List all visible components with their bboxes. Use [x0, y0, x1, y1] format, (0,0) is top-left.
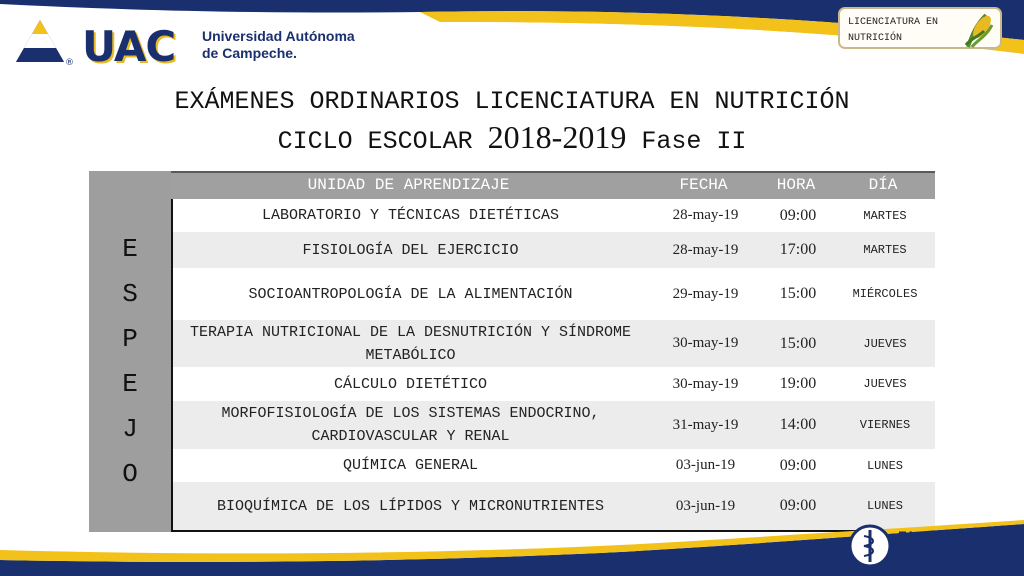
- side-letter: E: [122, 369, 138, 399]
- logo-wordmark: UAC: [82, 22, 176, 71]
- university-name-line2: de Campeche.: [202, 45, 297, 61]
- program-badge-line1: LICENCIATURA EN: [848, 17, 939, 28]
- cell-unidad: MORFOFISIOLOGÍA DE LOS SISTEMAS ENDOCRINO, CARDIOVASCULAR Y RENAL: [221, 405, 600, 445]
- cell-fecha: 30-may-19: [672, 375, 739, 392]
- table-row: [173, 199, 935, 232]
- uac-pyramid-icon: [12, 18, 68, 70]
- cell-dia: JUEVES: [863, 336, 907, 351]
- facultad-name: [898, 528, 995, 560]
- cell-fecha: 03-jun-19: [675, 457, 736, 473]
- side-letter: J: [122, 414, 138, 444]
- cell-fecha: 30-may-19: [672, 335, 739, 351]
- program-badge: [838, 7, 1002, 49]
- facultad-line2: MEDICINA: [898, 544, 968, 560]
- cell-fecha: 03-jun-19: [675, 497, 736, 514]
- university-name-line1: Universidad Autónoma: [202, 28, 355, 44]
- table-body: [171, 199, 935, 530]
- side-letter: O: [122, 459, 138, 489]
- header-fecha: FECHA: [679, 176, 728, 194]
- cell-fecha: 28-may-19: [672, 241, 739, 258]
- header-unidad: UNIDAD DE APRENDIZAJE: [307, 176, 510, 194]
- cell-unidad: TERAPIA NUTRICIONAL DE LA DESNUTRICIÓN Y SÍNDROME METABÓLICO: [189, 323, 632, 364]
- cell-dia: MARTES: [863, 208, 907, 223]
- table-row: [173, 401, 935, 449]
- corn-icon: [962, 11, 996, 49]
- title-phase: Fase II: [641, 127, 747, 156]
- table-row: [173, 268, 935, 320]
- side-letter: P: [122, 324, 138, 354]
- title-line1: EXÁMENES ORDINARIOS LICENCIATURA EN NUTRICIÓN: [174, 87, 850, 116]
- title-line2: [0, 119, 1024, 157]
- cell-hora: 09:00: [779, 497, 817, 514]
- table-header: [171, 171, 935, 199]
- cell-dia: VIERNES: [859, 418, 911, 432]
- cell-hora: 17:00: [779, 241, 817, 258]
- table-row: [173, 449, 935, 482]
- cell-unidad: BIOQUÍMICA DE LOS LÍPIDOS Y MICRONUTRIENTES: [216, 497, 605, 515]
- header-hora: HORA: [776, 176, 816, 194]
- cell-fecha: 31-may-19: [672, 416, 739, 433]
- cell-hora: 09:00: [779, 206, 817, 224]
- cell-hora: 14:00: [779, 416, 817, 433]
- cell-unidad: LABORATORIO Y TÉCNICAS DIETÉTICAS: [261, 207, 560, 224]
- cell-unidad: QUÍMICA GENERAL: [342, 457, 479, 474]
- university-name: [202, 28, 355, 62]
- cell-unidad: SOCIOANTROPOLOGÍA DE LA ALIMENTACIÓN: [248, 285, 573, 303]
- header-dia: DÍA: [868, 176, 898, 194]
- cell-dia: LUNES: [866, 458, 903, 473]
- facultad-logo: [846, 524, 1016, 568]
- cell-hora: 19:00: [779, 375, 817, 392]
- cell-dia: MARTES: [863, 243, 907, 257]
- side-label: [89, 227, 171, 497]
- cell-hora: 09:00: [779, 456, 817, 474]
- table-row: [173, 320, 935, 367]
- cell-dia: LUNES: [866, 499, 903, 513]
- side-letter: E: [122, 234, 138, 264]
- medicine-caduceus-icon: [846, 524, 896, 568]
- exam-schedule-table: [89, 171, 935, 532]
- title-cycle-label: CICLO ESCOLAR: [277, 127, 473, 156]
- title-year: 2018-2019: [487, 119, 627, 155]
- page-title: [0, 88, 1024, 157]
- cell-dia: JUEVES: [863, 377, 907, 391]
- cell-fecha: 28-may-19: [672, 207, 739, 223]
- cell-fecha: 29-may-19: [672, 285, 739, 302]
- facultad-line1: FACULTAD DE: [898, 528, 995, 544]
- program-badge-line2: NUTRICIÓN: [848, 33, 903, 44]
- cell-unidad: FISIOLOGÍA DEL EJERCICIO: [302, 241, 519, 259]
- cell-hora: 15:00: [779, 285, 817, 302]
- university-logo: [12, 18, 382, 74]
- table-row: [173, 232, 935, 268]
- side-letter: S: [122, 279, 138, 309]
- table-row: [173, 367, 935, 401]
- registered-mark: ®: [65, 58, 74, 68]
- side-label-column: [89, 171, 171, 532]
- cell-unidad: CÁLCULO DIETÉTICO: [333, 375, 488, 393]
- cell-dia: MIÉRCOLES: [852, 287, 918, 301]
- cell-hora: 15:00: [779, 334, 817, 352]
- program-badge-text: [848, 15, 938, 47]
